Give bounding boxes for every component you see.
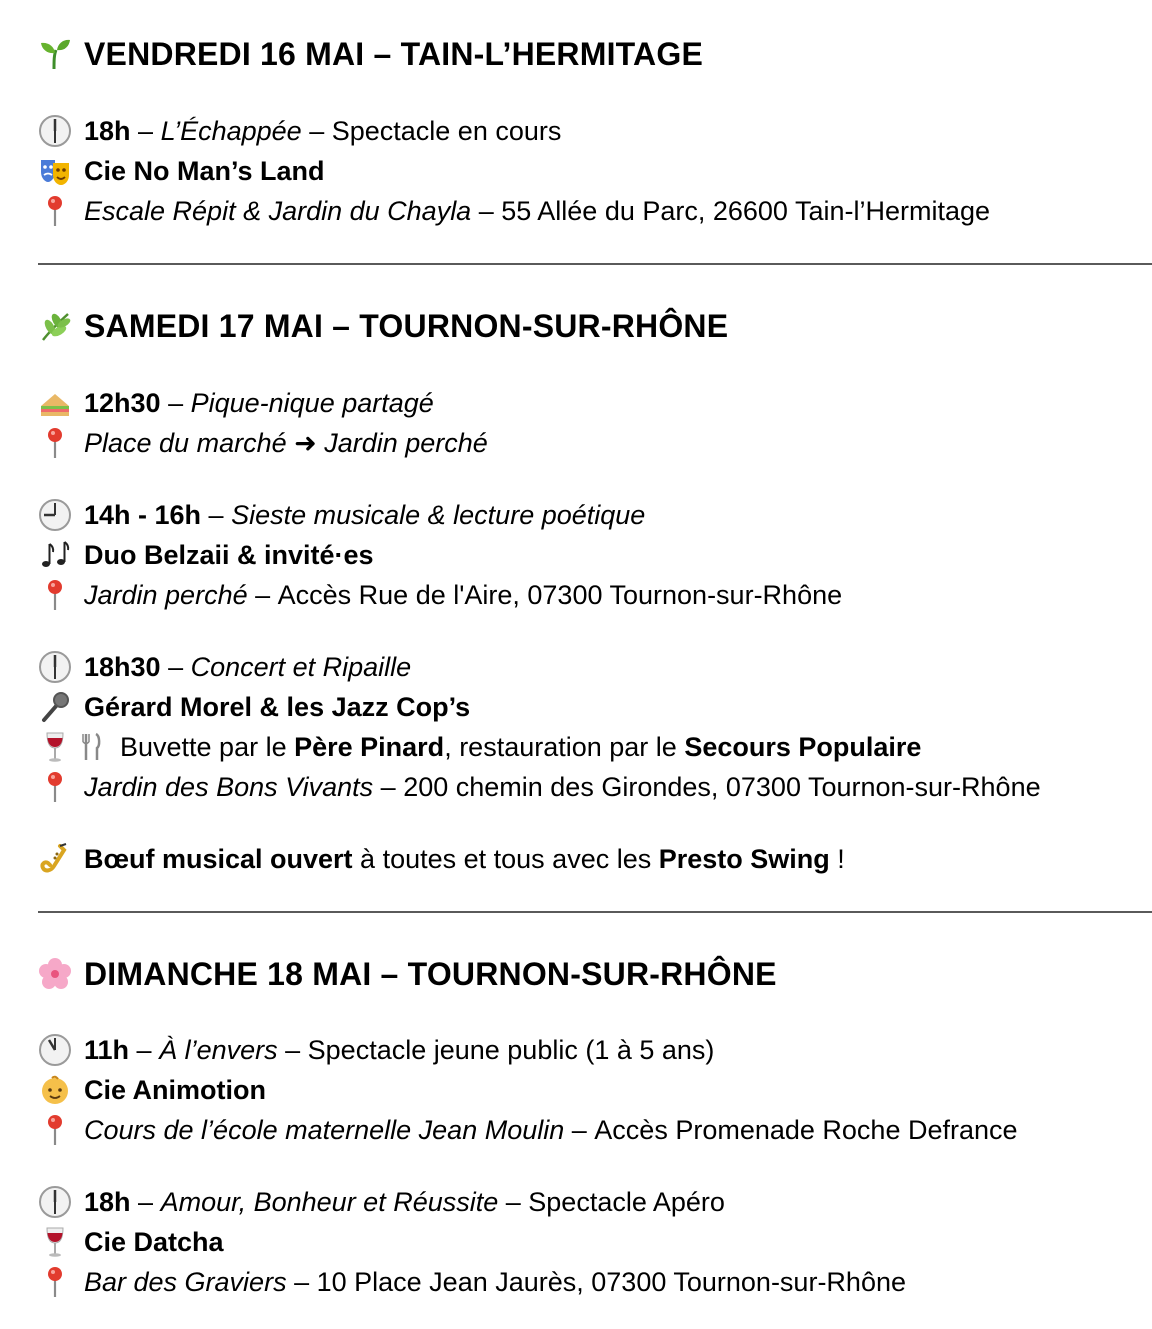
jam-text: ! [829, 843, 845, 874]
venue-name: Jardin des Bons Vivants [84, 771, 374, 802]
theater-masks-icon [38, 154, 72, 188]
cherry-blossom-icon [38, 957, 72, 991]
section-heading-saturday [38, 306, 728, 346]
bar-operator: Père Pinard [294, 731, 445, 762]
company-name: Gérard Morel & les Jazz Cop’s [84, 691, 471, 722]
separator: – [130, 115, 161, 146]
baby-icon [38, 1073, 72, 1107]
event-company-line [38, 690, 470, 724]
event-time-line [38, 498, 645, 532]
fork-knife-icon [74, 730, 108, 764]
venue-name: Jardin perché [84, 579, 248, 610]
separator: – [160, 651, 191, 682]
venue-name: Bar des Graviers [84, 1266, 287, 1297]
event-kind: Spectacle Apéro [528, 1186, 725, 1217]
clock-icon [38, 114, 72, 148]
separator: – [301, 115, 332, 146]
separator: – [277, 1034, 308, 1065]
venue-name: Place du marché ➜ Jardin perché [84, 427, 488, 458]
separator: – [373, 771, 404, 802]
event-company-line [38, 538, 374, 572]
separator: – [498, 1186, 529, 1217]
separator: – [129, 1034, 160, 1065]
event-time-line [38, 386, 434, 420]
clock-icon [38, 1033, 72, 1067]
event-time: 11h [84, 1034, 130, 1065]
pin-icon [38, 194, 72, 228]
event-time: 12h30 [84, 387, 161, 418]
venue-name: Escale Répit & Jardin du Chayla [84, 195, 472, 226]
venue-address: Accès Rue de l'Aire, 07300 Tournon-sur-Rhône [277, 579, 843, 610]
separator: – [160, 387, 191, 418]
jam-title: Bœuf musical ouvert [84, 843, 353, 874]
event-location-line [38, 194, 990, 228]
event-location-line [38, 1113, 1018, 1147]
event-time: 18h [84, 1186, 131, 1217]
event-name: Amour, Bonheur et Réussite [160, 1186, 499, 1217]
event-time-line [38, 1185, 725, 1219]
venue-address: 55 Allée du Parc, 26600 Tain-l’Hermitage [501, 195, 991, 226]
jam-session-line [38, 842, 845, 876]
clock-icon [38, 498, 72, 532]
musical-notes-icon [38, 538, 72, 572]
pin-icon [38, 426, 72, 460]
pin-icon [38, 770, 72, 804]
herb-icon [38, 309, 72, 343]
event-time-line [38, 650, 411, 684]
pin-icon [38, 578, 72, 612]
section-heading-friday [38, 34, 703, 74]
clock-icon [38, 650, 72, 684]
event-company-line [38, 1073, 266, 1107]
divider [38, 263, 1152, 265]
event-time-line [38, 114, 561, 148]
company-name: Duo Belzaii & invité·es [84, 539, 374, 570]
separator: – [286, 1266, 317, 1297]
event-name: À l’envers [159, 1034, 278, 1065]
event-time: 18h [84, 115, 131, 146]
separator: – [201, 499, 232, 530]
separator: – [471, 195, 502, 226]
event-name: Concert et Ripaille [190, 651, 412, 682]
divider [38, 911, 1152, 913]
company-name: Cie Datcha [84, 1226, 224, 1257]
section-heading-sunday [38, 954, 777, 994]
event-company-line [38, 1225, 224, 1259]
event-company-line [38, 154, 325, 188]
wine-glass-icon [38, 1225, 72, 1259]
event-time: 14h - 16h [84, 499, 202, 530]
jam-band: Presto Swing [658, 843, 830, 874]
section-title: VENDREDI 16 MAI – TAIN-L’HERMITAGE [84, 35, 704, 72]
event-kind: Spectacle jeune public (1 à 5 ans) [307, 1034, 715, 1065]
event-location-line [38, 1265, 906, 1299]
venue-address: 10 Place Jean Jaurès, 07300 Tournon-sur-Rhône [316, 1266, 906, 1297]
event-location-line [38, 770, 1041, 804]
section-title: DIMANCHE 18 MAI – TOURNON-SUR-RHÔNE [84, 955, 777, 992]
microphone-icon [38, 690, 72, 724]
separator: – [130, 1186, 161, 1217]
event-location-line [38, 578, 842, 612]
event-kind: Spectacle en cours [331, 115, 562, 146]
separator: – [564, 1114, 595, 1145]
sandwich-icon [38, 386, 72, 420]
event-food-line [38, 730, 921, 764]
company-name: Cie No Man’s Land [84, 155, 325, 186]
jam-text: à toutes et tous avec les [352, 843, 659, 874]
pin-icon [38, 1113, 72, 1147]
food-text: , restauration par le [444, 731, 685, 762]
catering-operator: Secours Populaire [684, 731, 922, 762]
separator: – [247, 579, 278, 610]
event-location-line [38, 426, 488, 460]
section-title: SAMEDI 17 MAI – TOURNON-SUR-RHÔNE [84, 307, 729, 344]
food-text: Buvette par le [120, 731, 295, 762]
event-name: Sieste musicale & lecture poétique [231, 499, 646, 530]
company-name: Cie Animotion [84, 1074, 266, 1105]
venue-name: Cours de l’école maternelle Jean Moulin [84, 1114, 565, 1145]
venue-address: 200 chemin des Gironde​s, 07300 Tournon-sur-Rhône [403, 771, 1041, 802]
saxophone-icon [38, 842, 72, 876]
event-name: L’Échappée [160, 115, 302, 146]
event-time-line [38, 1033, 714, 1067]
wine-glass-icon [38, 730, 72, 764]
clock-icon [38, 1185, 72, 1219]
event-time: 18h30 [84, 651, 161, 682]
event-name: Pique-nique partagé [190, 387, 434, 418]
venue-address: Accès Promenade Roche Defrance [594, 1114, 1018, 1145]
seedling-icon [38, 37, 72, 71]
pin-icon [38, 1265, 72, 1299]
